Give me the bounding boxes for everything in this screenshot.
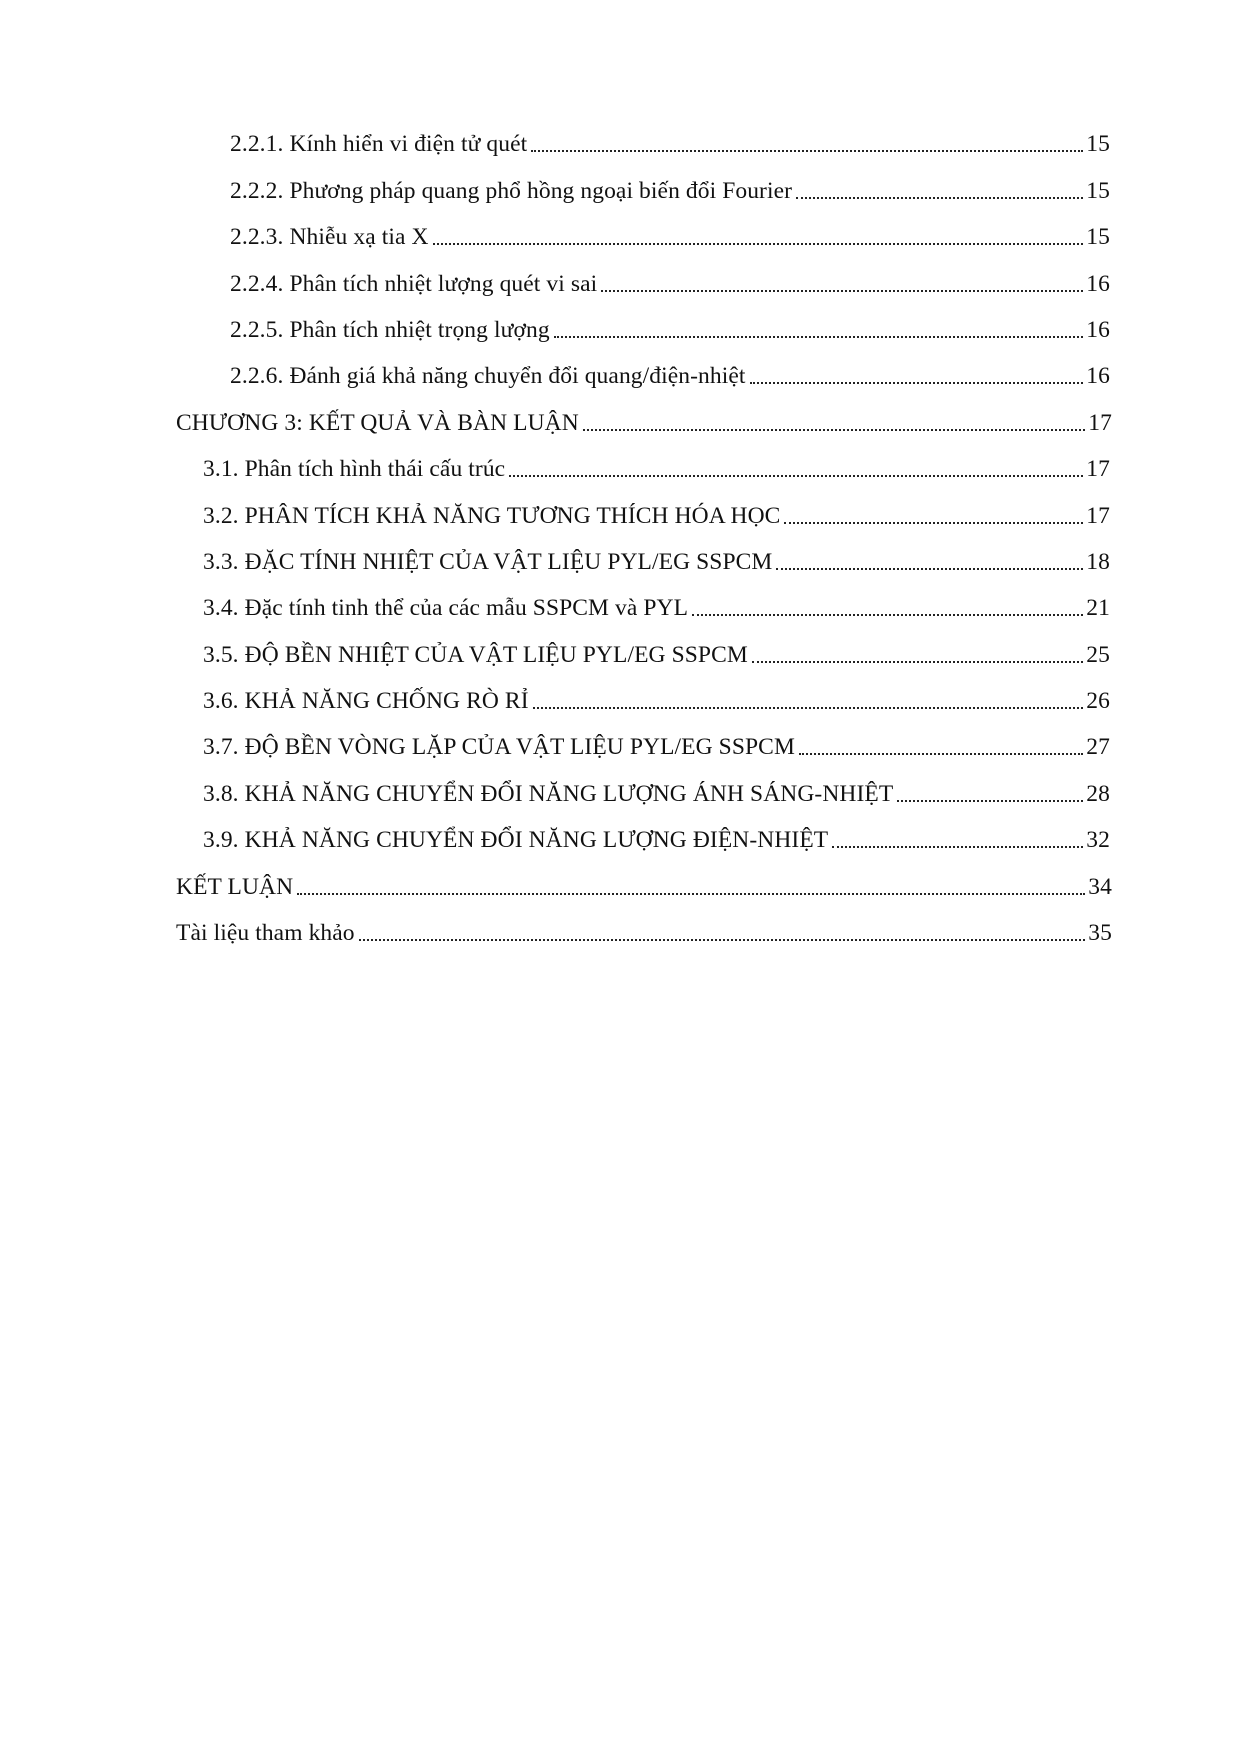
- toc-entry-page: 17: [1086, 502, 1110, 529]
- toc-entry-2-2-5[interactable]: [0, 298, 1110, 344]
- toc-entry-title: KẾT LUẬN: [176, 873, 294, 900]
- toc-entry-references[interactable]: [0, 901, 1112, 947]
- toc-entry-page: 28: [1086, 780, 1110, 807]
- toc-entry-2-2-4[interactable]: [0, 251, 1110, 297]
- toc-entry-3-5[interactable]: [0, 622, 1110, 668]
- toc-dot-leader: [509, 475, 1083, 477]
- toc-entry-title: 3.1. Phân tích hình thái cấu trúc: [203, 456, 506, 483]
- toc-dot-leader: [784, 522, 1083, 524]
- toc-dot-leader: [776, 568, 1083, 570]
- toc-entry-2-2-3[interactable]: [0, 205, 1110, 251]
- toc-dot-leader: [531, 150, 1083, 152]
- toc-entry-2-2-6[interactable]: [0, 344, 1110, 390]
- toc-dot-leader: [533, 707, 1084, 709]
- toc-entry-page: 15: [1086, 177, 1110, 204]
- toc-entry-title: 3.5. ĐỘ BỀN NHIỆT CỦA VẬT LIỆU PYL/EG SSPCM: [203, 641, 748, 668]
- toc-entry-3-2[interactable]: [0, 483, 1110, 529]
- toc-entry-title: 3.9. KHẢ NĂNG CHUYỂN ĐỔI NĂNG LƯỢNG ĐIỆN-NHIỆT: [203, 827, 829, 854]
- toc-dot-leader: [554, 336, 1084, 338]
- toc-entry-3-6[interactable]: [0, 669, 1110, 715]
- toc-entry-conclusion[interactable]: [0, 854, 1112, 900]
- toc-entry-3-3[interactable]: [0, 530, 1110, 576]
- toc-dot-leader: [601, 290, 1083, 292]
- toc-dot-leader: [750, 382, 1084, 384]
- toc-entry-2-2-1[interactable]: [0, 112, 1110, 158]
- toc-dot-leader: [433, 243, 1084, 245]
- toc-entry-page: 16: [1086, 316, 1110, 343]
- toc-entry-page: 26: [1086, 688, 1110, 715]
- toc-dot-leader: [832, 846, 1083, 848]
- toc-entry-title: 3.3. ĐẶC TÍNH NHIỆT CỦA VẬT LIỆU PYL/EG SSPCM: [203, 548, 773, 575]
- toc-entry-title: 3.6. KHẢ NĂNG CHỐNG RÒ RỈ: [203, 688, 529, 715]
- toc-entry-page: 15: [1086, 131, 1110, 158]
- toc-entry-page: 17: [1086, 456, 1110, 483]
- toc-entry-page: 18: [1086, 548, 1110, 575]
- toc-entry-page: 16: [1086, 363, 1110, 390]
- toc-entry-3-1[interactable]: [0, 437, 1110, 483]
- toc-entry-title: 2.2.6. Đánh giá khả năng chuyển đổi quang/điện-nhiệt: [230, 363, 746, 390]
- toc-entry-2-2-2[interactable]: [0, 158, 1110, 204]
- toc-entry-page: 25: [1086, 641, 1110, 668]
- toc-dot-leader: [583, 429, 1086, 431]
- toc-entry-title: 3.4. Đặc tính tinh thể của các mẫu SSPCM và PYL: [203, 595, 689, 622]
- toc-entry-title: 2.2.2. Phương pháp quang phổ hồng ngoại biến đổi Fourier: [230, 177, 793, 204]
- toc-dot-leader: [897, 800, 1083, 802]
- toc-entry-title: 3.2. PHÂN TÍCH KHẢ NĂNG TƯƠNG THÍCH HÓA HỌC: [203, 502, 781, 529]
- toc-dot-leader: [796, 197, 1083, 199]
- toc-entry-page: 17: [1088, 409, 1112, 436]
- toc-entry-page: 21: [1086, 595, 1110, 622]
- toc-entry-page: 34: [1088, 873, 1112, 900]
- toc-entry-3-9[interactable]: [0, 808, 1110, 854]
- toc-entry-page: 32: [1086, 827, 1110, 854]
- toc-entry-3-4[interactable]: [0, 576, 1110, 622]
- toc-entry-title: 3.8. KHẢ NĂNG CHUYỂN ĐỔI NĂNG LƯỢNG ÁNH SÁNG-NHIỆT: [203, 780, 894, 807]
- toc-dot-leader: [692, 614, 1083, 616]
- toc-entry-title: CHƯƠNG 3: KẾT QUẢ VÀ BÀN LUẬN: [176, 409, 579, 436]
- toc-entry-page: 15: [1086, 224, 1110, 251]
- toc-entry-page: 35: [1088, 920, 1112, 947]
- toc-entry-chapter-3[interactable]: [0, 390, 1112, 436]
- toc-entry-3-7[interactable]: [0, 715, 1110, 761]
- toc-entry-3-8[interactable]: [0, 761, 1110, 807]
- table-of-contents: [0, 112, 1240, 947]
- toc-entry-title: 2.2.3. Nhiễu xạ tia X: [230, 224, 429, 251]
- toc-entry-title: Tài liệu tham khảo: [176, 920, 355, 947]
- toc-dot-leader: [799, 753, 1083, 755]
- toc-entry-title: 2.2.4. Phân tích nhiệt lượng quét vi sai: [230, 270, 598, 297]
- toc-dot-leader: [752, 661, 1083, 663]
- toc-entry-page: 16: [1086, 270, 1110, 297]
- toc-entry-title: 2.2.5. Phân tích nhiệt trọng lượng: [230, 316, 550, 343]
- toc-entry-page: 27: [1086, 734, 1110, 761]
- toc-dot-leader: [297, 893, 1085, 895]
- toc-entry-title: 3.7. ĐỘ BỀN VÒNG LẶP CỦA VẬT LIỆU PYL/EG SSPCM: [203, 734, 795, 761]
- toc-dot-leader: [359, 939, 1086, 941]
- toc-entry-title: 2.2.1. Kính hiển vi điện tử quét: [230, 131, 528, 158]
